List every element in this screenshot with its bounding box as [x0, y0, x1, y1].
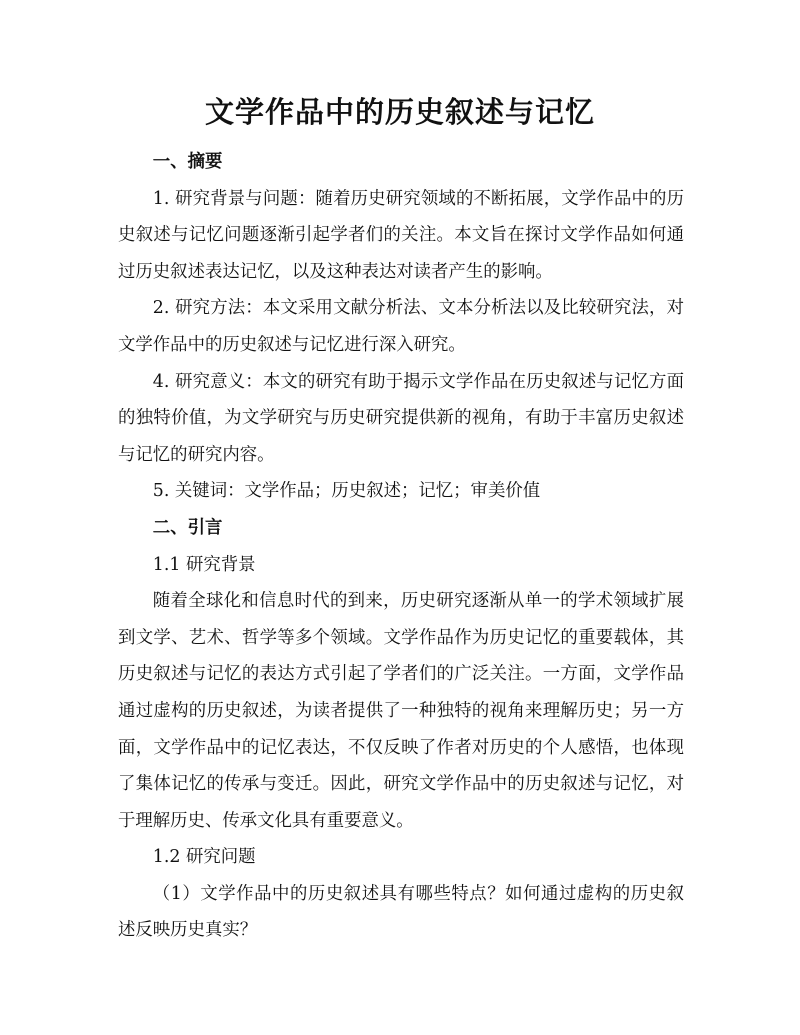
- section-heading-abstract: 一、摘要: [152, 152, 223, 172]
- document-body: [118, 144, 684, 949]
- paragraph-research-significance: 4. 研究意义：本文的研究有助于揭示文学作品在历史叙述与记忆方面的独特价值，为文学研究与历史研究提供新的视角，有助于丰富历史叙述与记忆的研究内容。: [118, 371, 684, 465]
- subsection-heading-questions: 1.2 研究问题: [152, 847, 256, 868]
- paragraph-background-body: 随着全球化和信息时代的到来，历史研究逐渐从单一的学术领域扩展到文学、艺术、哲学等多个领域。文学作品作为历史记忆的重要载体，其历史叙述与记忆的表达方式引起了学者们的广泛关注。一方面，文学作品通过虚构的历史叙述，为读者提供了一种独特的视角来理解历史；另一方面，文学作品中的记忆表达，不仅反映了作者对历史的个人感悟，也体现了集体记忆的传承与变迁。因此，研究文学作品中的历史叙述与记忆，对于理解历史、传承文化具有重要意义。: [118, 591, 684, 831]
- paragraph-keywords: 5. 关键词：文学作品；历史叙述；记忆；审美价值: [152, 481, 541, 502]
- paragraph-question-1: （1）文学作品中的历史叙述具有哪些特点？如何通过虚构的历史叙述反映历史真实？: [118, 883, 684, 941]
- subsection-heading-background: 1.1 研究背景: [152, 554, 256, 575]
- paragraph-research-method: 2. 研究方法：本文采用文献分析法、文本分析法以及比较研究法，对文学作品中的历史叙述与记忆进行深入研究。: [118, 298, 684, 355]
- document-title: 文学作品中的历史叙述与记忆: [204, 95, 595, 129]
- paragraph-research-background: 1. 研究背景与问题：随着历史研究领域的不断拓展，文学作品中的历史叙述与记忆问题逐渐引起学者们的关注。本文旨在探讨文学作品如何通过历史叙述表达记忆，以及这种表达对读者产生的影响。: [118, 188, 684, 282]
- section-heading-introduction: 二、引言: [152, 517, 223, 538]
